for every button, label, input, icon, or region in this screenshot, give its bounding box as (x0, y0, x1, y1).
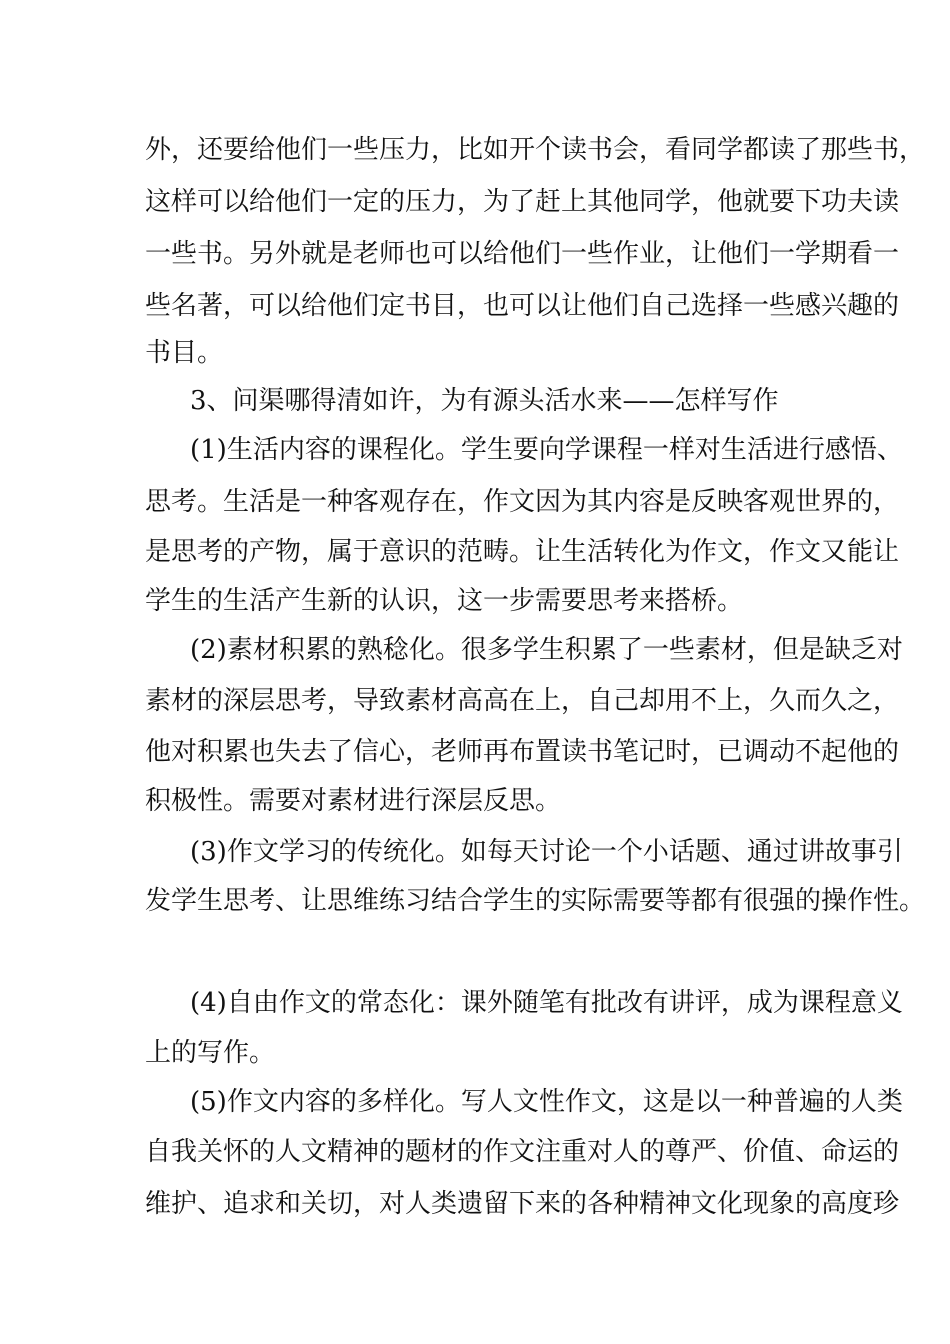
text-line: 维护、追求和关切，对人类遗留下来的各种精神文化现象的高度珍 (145, 1189, 900, 1219)
paragraph-start: (2)素材积累的熟稔化。很多学生积累了一些素材，但是缺乏对 (190, 635, 903, 665)
paragraph-start: (5)作文内容的多样化。写人文性作文，这是以一种普遍的人类 (190, 1087, 903, 1117)
section-heading: 3、问渠哪得清如许，为有源头活水来——怎样写作 (190, 386, 779, 416)
text-line: 上的写作。 (145, 1038, 276, 1068)
text-line: 思考。生活是一种客观存在，作文因为其内容是反映客观世界的， (145, 487, 900, 517)
paragraph-start: (3)作文学习的传统化。如每天讨论一个小话题、通过讲故事引 (190, 837, 903, 867)
text-line: 书目。 (145, 338, 224, 368)
text-line: 素材的深层思考，导致素材高高在上，自己却用不上，久而久之， (145, 686, 900, 716)
text-line: 这样可以给他们一定的压力，为了赶上其他同学，他就要下功夫读 (145, 187, 900, 217)
text-line: 积极性。需要对素材进行深层反思。 (145, 786, 562, 816)
text-line: 发学生思考、让思维练习结合学生的实际需要等都有很强的操作性。 (145, 886, 926, 916)
text-line: 是思考的产物，属于意识的范畴。让生活转化为作文，作文又能让 (145, 537, 900, 567)
text-line: 学生的生活产生新的认识，这一步需要思考来搭桥。 (145, 586, 744, 616)
paragraph-start: (4)自由作文的常态化：课外随笔有批改有讲评，成为课程意义 (190, 988, 903, 1018)
text-line: 外，还要给他们一些压力，比如开个读书会，看同学都读了那些书， (145, 135, 926, 165)
text-line: 一些书。另外就是老师也可以给他们一些作业，让他们一学期看一 (145, 239, 900, 269)
text-line: 他对积累也失去了信心，老师再布置读书笔记时，已调动不起他的 (145, 737, 900, 767)
paragraph-start: (1)生活内容的课程化。学生要向学课程一样对生活进行感悟、 (190, 435, 903, 465)
text-line: 些名著，可以给他们定书目，也可以让他们自己选择一些感兴趣的 (145, 291, 900, 321)
text-line: 自我关怀的人文精神的题材的作文注重对人的尊严、价值、命运的 (145, 1137, 900, 1167)
